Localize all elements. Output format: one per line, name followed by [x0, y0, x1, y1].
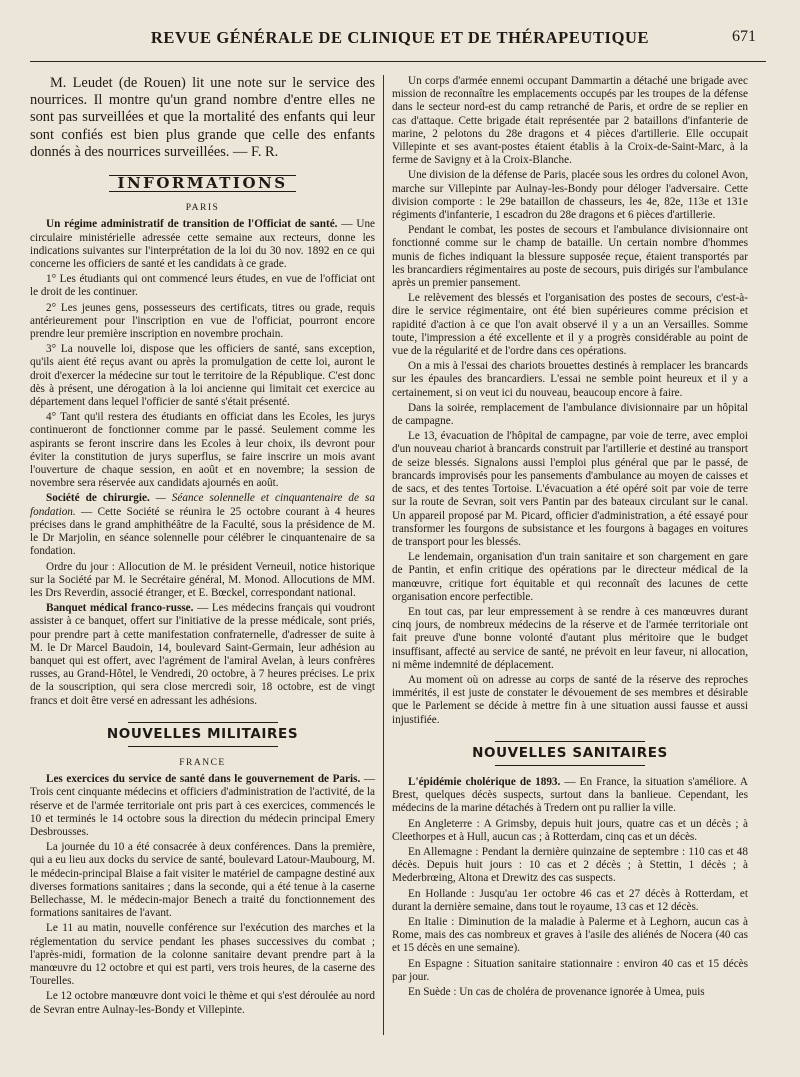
- heading-rule: [128, 746, 278, 747]
- right-paragraph-3: Pendant le combat, les postes de secours et l'ambulance divisionnaire ont fonctionné comme sur le champ de bataille. Un certain nombre d'hommes munis de fiches indiquant la blessure supposée reçue, étaient transportés par les brancardiers régimentaires au poste de secours, puis dirigés sur l'ambulance après un premier pansement.: [392, 224, 748, 290]
- regime-paragraph: [30, 218, 375, 271]
- chirurgie-text: — Cette Société se réunira le 25 octobre courant à 4 heures précises dans le grand amphithéâtre de la Faculté, sous la présidence de M. le Dr Marjolin, en séance solennelle pour célébrer le cinquantenaire de sa fondation.: [30, 505, 375, 558]
- heading-rule: [495, 765, 645, 766]
- angleterre-paragraph: En Angleterre : A Grimsby, depuis huit jours, quatre cas et un décès ; à Cleethorpes et à Hull, aucun cas ; à Rotterdam, cinq cas et un décès.: [392, 817, 748, 843]
- header-rule: [30, 61, 766, 62]
- page-header: [0, 28, 800, 52]
- informations-heading: INFORMATIONS: [109, 175, 295, 192]
- informations-heading-box: [30, 175, 375, 192]
- regime-point-1: 1° Les étudiants qui ont commencé leurs études, en vue de l'officiat ont le droit de les continuer.: [30, 273, 375, 299]
- heading-rule: [495, 741, 645, 742]
- heading-rule: [128, 722, 278, 723]
- right-paragraph-9: En tout cas, par leur empressement à se rendre à ces manœuvres durant cinq jours, de nombreux médecins de la réserve et de l'armée territoriale ont fait preuve d'une bonne volonté d'autant plus méritoire que le budget insuffisant, affecté au service de santé, ne prévoit en leur faveur, ni allocation, ni même indemnité de déplacement.: [392, 605, 748, 671]
- exercices-title: Les exercices du service de santé dans le gouvernement de Paris.: [46, 773, 361, 786]
- italie-paragraph: En Italie : Diminution de la maladie à Palerme et à Leghorn, aucun cas à Rome, mais des cas nombreux et graves à l'asile des aliénés de Nocera (40 cas et 15 décès en une semaine).: [392, 915, 748, 955]
- espagne-paragraph: En Espagne : Situation sanitaire stationnaire : environ 40 cas et 15 décès par jour.: [392, 957, 748, 983]
- militaires-heading-box: [30, 722, 375, 747]
- hollande-paragraph: En Hollande : Jusqu'au 1er octobre 46 cas et 27 décès à Rotterdam, et durant la dernière semaine, dans tout le royaume, 13 cas et 12 décès.: [392, 887, 748, 913]
- epidemie-text: — En France, la situation s'améliore. A Brest, quelques décès suspects, surtout dans la banlieue. Cependant, les médecins de la marine détachés à Tredern ont pu rallier la ville.: [392, 775, 748, 815]
- chirurgie-subtitle: — Séance solennelle et cinquantenaire de sa fondation.: [30, 492, 375, 518]
- sanitaires-heading-box: [392, 741, 748, 766]
- epidemie-paragraph: [392, 776, 748, 816]
- banquet-title: Banquet médical franco-russe.: [46, 602, 194, 615]
- le12-paragraph: Le 12 octobre manœuvre dont voici le thème et qui s'est déroulée au nord de Sevran entre Aulnay-les-Bondy et Villepinte.: [30, 990, 375, 1016]
- right-paragraph-8: Le lendemain, organisation d'un train sanitaire et son chargement en gare de Pantin, et enfin critique des opérations par le directeur médical de la manœuvre, critique fort équitable et qui reconnaît des lacunes de cette organisation encore perfectible.: [392, 551, 748, 603]
- running-title: REVUE GÉNÉRALE DE CLINIQUE ET DE THÉRAPEUTIQUE: [150, 28, 650, 47]
- le11-paragraph: Le 11 au matin, nouvelle conférence sur l'exécution des marches et la réglementation du service pendant les phases successives du combat ; l'après-midi, formation de la colonne sanitaire devant prendre part à la manœuvre du 12 octobre et qui est parti, vers trois heures, de la caserne des Tourelles.: [30, 922, 375, 988]
- militaires-heading: NOUVELLES MILITAIRES: [106, 725, 299, 742]
- intro-paragraph: M. Leudet (de Rouen) lit une note sur le service des nourrices. Il montre qu'un grand nombre d'entre elles ne sont pas surveillées et que la mortalité des enfants qui leur sont confiés est bien plus grande que celle des enfants donnés à des nourrices surveillées. — F. R.: [30, 75, 375, 160]
- left-column: [30, 75, 375, 1019]
- france-subhead: FRANCE: [179, 757, 226, 768]
- regime-point-2: 2° Les jeunes gens, possesseurs des certificats, titres ou grade, requis antérieurement pour l'inscription en vue de l'officiat, pourront encore prendre leur première inscription en novembre prochain.: [30, 301, 375, 341]
- journee-paragraph: La journée du 10 a été consacrée à deux conférences. Dans la première, qui a eu lieu aux docks du service de santé, boulevard Latour-Maubourg, M. le médecin-principal Blaise a fait visiter le matériel de campagne destiné aux diverses formations sanitaires ; dans la seconde, qui a été tenue à la caserne Bellechasse, M. le médecin-major Benech a traité du fonctionnement des formations sanitaires de l'avant.: [30, 841, 375, 920]
- right-column: [392, 75, 748, 1001]
- right-paragraph-10: Au moment où on adresse au corps de santé de la réserve des reproches immérités, il est juste de constater le dévouement de ses membres et désirable que le Parlement se décide à mettre fin à une situation aussi fausse et aussi injustifiée.: [392, 673, 748, 726]
- paris-subhead: PARIS: [185, 203, 220, 214]
- exercices-text: — Trois cent cinquante médecins et officiers d'administration de l'activité, de la réserve et de l'armée territoriale ont pris part à ces exercices, commencés le 10 et terminés le 14 octobre sous la direction du médecin principal Emery Desbrousses.: [30, 773, 376, 838]
- right-paragraph-4: Le relèvement des blessés et l'organisation des postes de secours, c'est-à-dire le service régimentaire, ont été bien supérieures comme précision et rapidité d'action à ce que l'on avait observé il y a un an Versailles. Somme toute, l'impression a été excellente et il y a progrès considérable au point de vue de la régularité et de l'ordre dans ces opérations.: [392, 292, 748, 358]
- regime-point-4: 4° Tant qu'il restera des étudiants en officiat dans les Ecoles, les jurys continueront de fonctionner comme par le passé. Seulement comme les aspirants se feront inscrire dans les Ecoles à leur choix, ils devront pour éviter la constitution de jurys superflus, se faire inscrire un mois avant l'ouverture de chaque session, en août et en novembre; la session de novembre sera réservée aux candidats ajournés en août.: [30, 411, 375, 490]
- right-paragraph-5: On a mis à l'essai des chariots brouettes destinés à remplacer les brancards sur les épaules des brancardiers. L'essai ne semble point heureux et il y a certainement, si on veut ici du nouveau, beaucoup encore à faire.: [392, 360, 748, 399]
- column-divider: [383, 75, 384, 1035]
- regime-point-3: 3° La nouvelle loi, dispose que les officiers de santé, sans exception, qu'ils aient été reçus avant ou après la promulgation de cette loi, auront le droit d'exercer la médecine sur tout le territoire de la République. C'est donc dès à présent, une dérogation à la loi ancienne qui limitait cet exercice au département dans lequel l'officier de santé s'était présenté.: [30, 343, 375, 409]
- chirurgie-title: Société de chirurgie.: [46, 492, 150, 505]
- right-paragraph-6: Dans la soirée, remplacement de l'ambulance divisionnaire par un hôpital de campagne.: [392, 401, 748, 428]
- suede-paragraph: En Suède : Un cas de choléra de provenance ignorée à Umea, puis: [408, 986, 705, 998]
- right-paragraph-7: Le 13, évacuation de l'hôpital de campagne, par voie de terre, avec emploi d'un nouveau chariot à brancards construit par l'artillerie et destiné au transport de seize blessés. Signalons aussi l'emploi plus général que par le passé, de brancards improvisés pour les pansements d'ambulance au moyen de caisses et de sacs, et des tentes Tortoise. L'évacuation a été opéré soit par voie de terre sur la route de Sevran, soit vers Pantin par des bateaux circulant sur le canal. Un appareil proposé par M. Picard, officier d'administration, a été essayé pour transformer les fourgons de subsistance et les fourgons à bagages en voitures de transport pour les blessés.: [392, 430, 748, 548]
- banquet-text: — Les médecins français qui voudront assister à ce banquet, offert sur l'initiative de la presse médicale, sont priés, pour prendre part à cette manifestation confraternelle, d'adresser de suite à M. le Dr Marcel Baudoin, 14, boulevard Saint-Germain, leur adhésion au banquet qui est offert, avec l'agrément de l'amiral Avelan, à leurs confrères russes, au Grand-Hôtel, le Vendredi, 20 octobre, à 7 heures précises. Le prix de la souscription, qui sera close mercredi soir, 18 octobre, est de vingt francs et doit être versé en adressant les adhésions.: [30, 602, 375, 707]
- sanitaires-heading: NOUVELLES SANITAIRES: [472, 744, 668, 761]
- page-number: 671: [732, 28, 756, 45]
- right-paragraph-2: Une division de la défense de Paris, placée sous les ordres du colonel Avon, marche sur Villepinte par Aulnay-les-Bondy pour déloger l'adversaire. Cette division comporte : le 29e bataillon de chasseurs, les 4e, 82e, 113e et 131e régiments d'infanterie, 1 escadron du 28e dragons et 6 pièces d'artillerie.: [392, 169, 748, 222]
- banquet-paragraph: [30, 602, 375, 708]
- epidemie-title: L'épidémie cholérique de 1893.: [408, 775, 561, 788]
- chirurgie-paragraph: [30, 492, 375, 558]
- ordre-du-jour: Ordre du jour : Allocution de M. le président Verneuil, notice historique sur la Société par M. le Secrétaire général, M. Monod. Allocutions de MM. les Drs Reverdin, associé étranger, et E. Bœckel, correspondant national.: [30, 560, 375, 599]
- allemagne-paragraph: En Allemagne : Pendant la dernière quinzaine de septembre : 110 cas et 48 décès. Depuis huit jours : 10 cas et 2 décès ; à Stettin, 1 décès ; à Mederbrœing, Altona et Drewitz des cas suspects.: [392, 845, 748, 885]
- right-paragraph-1: Un corps d'armée ennemi occupant Dammartin a détaché une brigade avec mission de reconnaître les emplacements occupés par les troupes de la défense dans le secteur nord-est du camp retranché de Paris, et ordre de se replier en cas d'attaque. Cette brigade était représentée par 2 bataillons d'infanterie de marine, 2 pelotons du 28e dragons et 4 pièces d'artillerie. Elle occupait Villepinte et ses avant-postes étaient établis à la Croix-de-Saint-Marc, à la ferme de Savigny et à la Croix-Blanche.: [392, 75, 748, 167]
- regime-text: — Une circulaire ministérielle adressée cette semaine aux recteurs, donne les indications suivantes sur l'interprétation de la loi du 30 nov. 1892 en ce qui concerne les officiers de santé et les candidats à ce grade.: [30, 218, 376, 271]
- exercices-paragraph: [30, 773, 375, 839]
- regime-title: Un régime administratif de transition de l'Officiat de santé.: [46, 218, 338, 231]
